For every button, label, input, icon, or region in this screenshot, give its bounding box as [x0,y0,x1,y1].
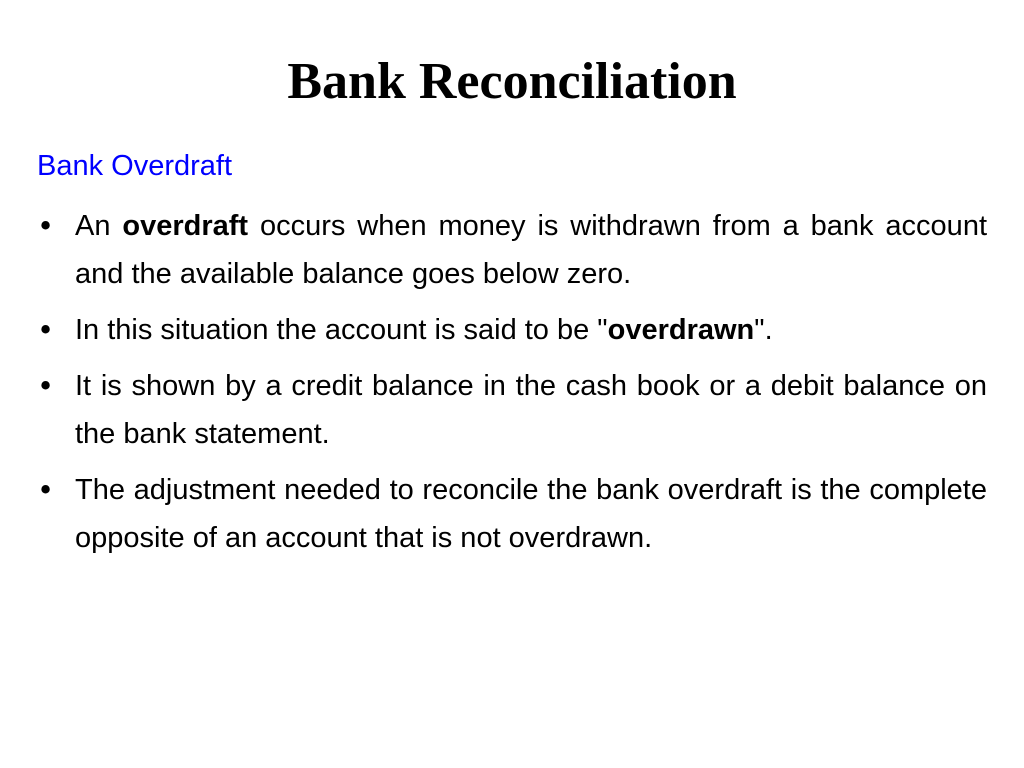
bullet-text: The adjustment needed to reconcile the bank overdraft is the complete opposite of an account that is not overdrawn. [75,474,987,554]
bullet-text-prefix: An [75,210,123,242]
bullet-text-suffix: occurs when money is withdrawn from a bank account and the available balance goes below zero. [75,210,987,290]
bullet-item-credit-balance [37,362,987,458]
bullet-keyword-overdrawn: overdrawn [607,314,755,346]
section-subheading: Bank Overdraft [37,150,233,182]
bullet-text [75,306,987,354]
bullet-item-adjustment [37,466,987,562]
bullet-text-prefix: In this situation the account is said to be " [75,314,608,346]
bullet-item-overdrawn [37,306,987,354]
bullet-point-icon: • [37,473,55,507]
slide-title: Bank Reconciliation [287,53,737,110]
bullet-point-icon: • [37,313,55,347]
bullet-point-icon: • [37,209,55,243]
bullet-text-suffix: ". [754,314,773,346]
bullet-point-icon: • [37,369,55,403]
bullet-keyword-overdraft: overdraft [122,210,249,242]
bullet-text: It is shown by a credit balance in the cash book or a debit balance on the bank statement. [75,370,987,450]
bullet-list [37,202,987,570]
bullet-item-overdraft-definition [37,202,987,298]
bullet-text [75,202,987,298]
